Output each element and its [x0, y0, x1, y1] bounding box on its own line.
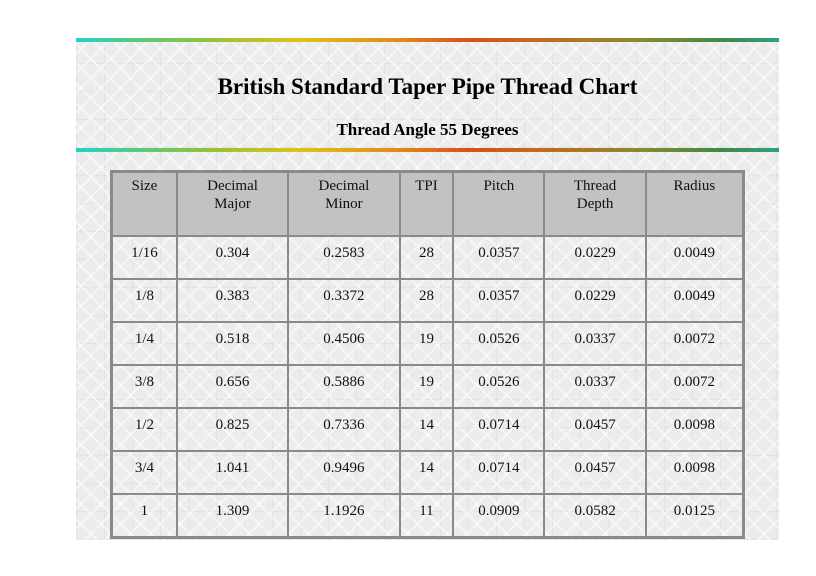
cell-size: 1 — [112, 494, 177, 537]
cell-thread-depth: 0.0582 — [544, 494, 645, 537]
cell-thread-depth: 0.0229 — [544, 236, 645, 279]
cell-size: 1/2 — [112, 408, 177, 451]
header-line: Depth — [576, 196, 614, 212]
cell-thread-depth: 0.0337 — [544, 322, 645, 365]
cell-pitch: 0.0526 — [453, 365, 544, 408]
cell-thread-depth: 0.0229 — [544, 279, 645, 322]
cell-decimal-minor: 0.9496 — [288, 451, 399, 494]
cell-decimal-major: 0.656 — [177, 365, 288, 408]
cell-decimal-major: 1.041 — [177, 451, 288, 494]
cell-tpi: 14 — [400, 408, 454, 451]
page-title: British Standard Taper Pipe Thread Chart — [217, 74, 638, 99]
cell-pitch: 0.0909 — [453, 494, 544, 537]
table-row — [112, 236, 743, 279]
cell-decimal-major: 0.383 — [177, 279, 288, 322]
cell-radius: 0.0049 — [646, 279, 743, 322]
cell-thread-depth: 0.0457 — [544, 451, 645, 494]
header-line: Pitch — [483, 178, 515, 194]
header-decimal-major — [177, 172, 288, 236]
table-row — [112, 279, 743, 322]
table-row — [112, 365, 743, 408]
header-line: Decimal — [318, 178, 370, 194]
mid-gradient-rule — [76, 148, 779, 152]
cell-pitch: 0.0526 — [453, 322, 544, 365]
thread-chart-table — [110, 170, 745, 539]
cell-decimal-minor: 0.2583 — [288, 236, 399, 279]
cell-tpi: 14 — [400, 451, 454, 494]
cell-decimal-minor: 0.5886 — [288, 365, 399, 408]
cell-radius: 0.0098 — [646, 408, 743, 451]
table-row — [112, 408, 743, 451]
cell-pitch: 0.0714 — [453, 408, 544, 451]
cell-tpi: 11 — [400, 494, 454, 537]
cell-decimal-minor: 0.4506 — [288, 322, 399, 365]
cell-radius: 0.0125 — [646, 494, 743, 537]
header-radius — [646, 172, 743, 236]
cell-decimal-minor: 0.7336 — [288, 408, 399, 451]
header-line: TPI — [415, 178, 438, 194]
cell-radius: 0.0049 — [646, 236, 743, 279]
cell-size: 1/4 — [112, 322, 177, 365]
header-line: Minor — [325, 196, 363, 212]
cell-pitch: 0.0357 — [453, 236, 544, 279]
page-subtitle: Thread Angle 55 Degrees — [336, 120, 519, 139]
header-line: Size — [131, 178, 158, 194]
cell-tpi: 28 — [400, 236, 454, 279]
cell-radius: 0.0072 — [646, 322, 743, 365]
header-pitch — [453, 172, 544, 236]
cell-decimal-major: 0.304 — [177, 236, 288, 279]
cell-decimal-minor: 1.1926 — [288, 494, 399, 537]
table-row — [112, 451, 743, 494]
cell-decimal-major: 0.825 — [177, 408, 288, 451]
header-line: Radius — [673, 178, 716, 194]
cell-size: 3/4 — [112, 451, 177, 494]
header-line: Thread — [573, 178, 617, 194]
header-tpi — [400, 172, 454, 236]
table-row — [112, 322, 743, 365]
cell-thread-depth: 0.0457 — [544, 408, 645, 451]
header-decimal-minor — [288, 172, 399, 236]
cell-size: 1/8 — [112, 279, 177, 322]
cell-radius: 0.0072 — [646, 365, 743, 408]
header-line: Major — [214, 196, 251, 212]
content-panel — [76, 38, 779, 540]
table-row — [112, 494, 743, 537]
cell-thread-depth: 0.0337 — [544, 365, 645, 408]
cell-decimal-major: 1.309 — [177, 494, 288, 537]
cell-radius: 0.0098 — [646, 451, 743, 494]
cell-tpi: 28 — [400, 279, 454, 322]
header-size — [112, 172, 177, 236]
cell-decimal-major: 0.518 — [177, 322, 288, 365]
header-thread-depth — [544, 172, 645, 236]
cell-pitch: 0.0714 — [453, 451, 544, 494]
top-gradient-rule — [76, 38, 779, 42]
cell-size: 3/8 — [112, 365, 177, 408]
cell-decimal-minor: 0.3372 — [288, 279, 399, 322]
cell-tpi: 19 — [400, 322, 454, 365]
cell-pitch: 0.0357 — [453, 279, 544, 322]
cell-size: 1/16 — [112, 236, 177, 279]
header-line: Decimal — [207, 178, 258, 194]
cell-tpi: 19 — [400, 365, 454, 408]
header-row — [112, 172, 743, 236]
